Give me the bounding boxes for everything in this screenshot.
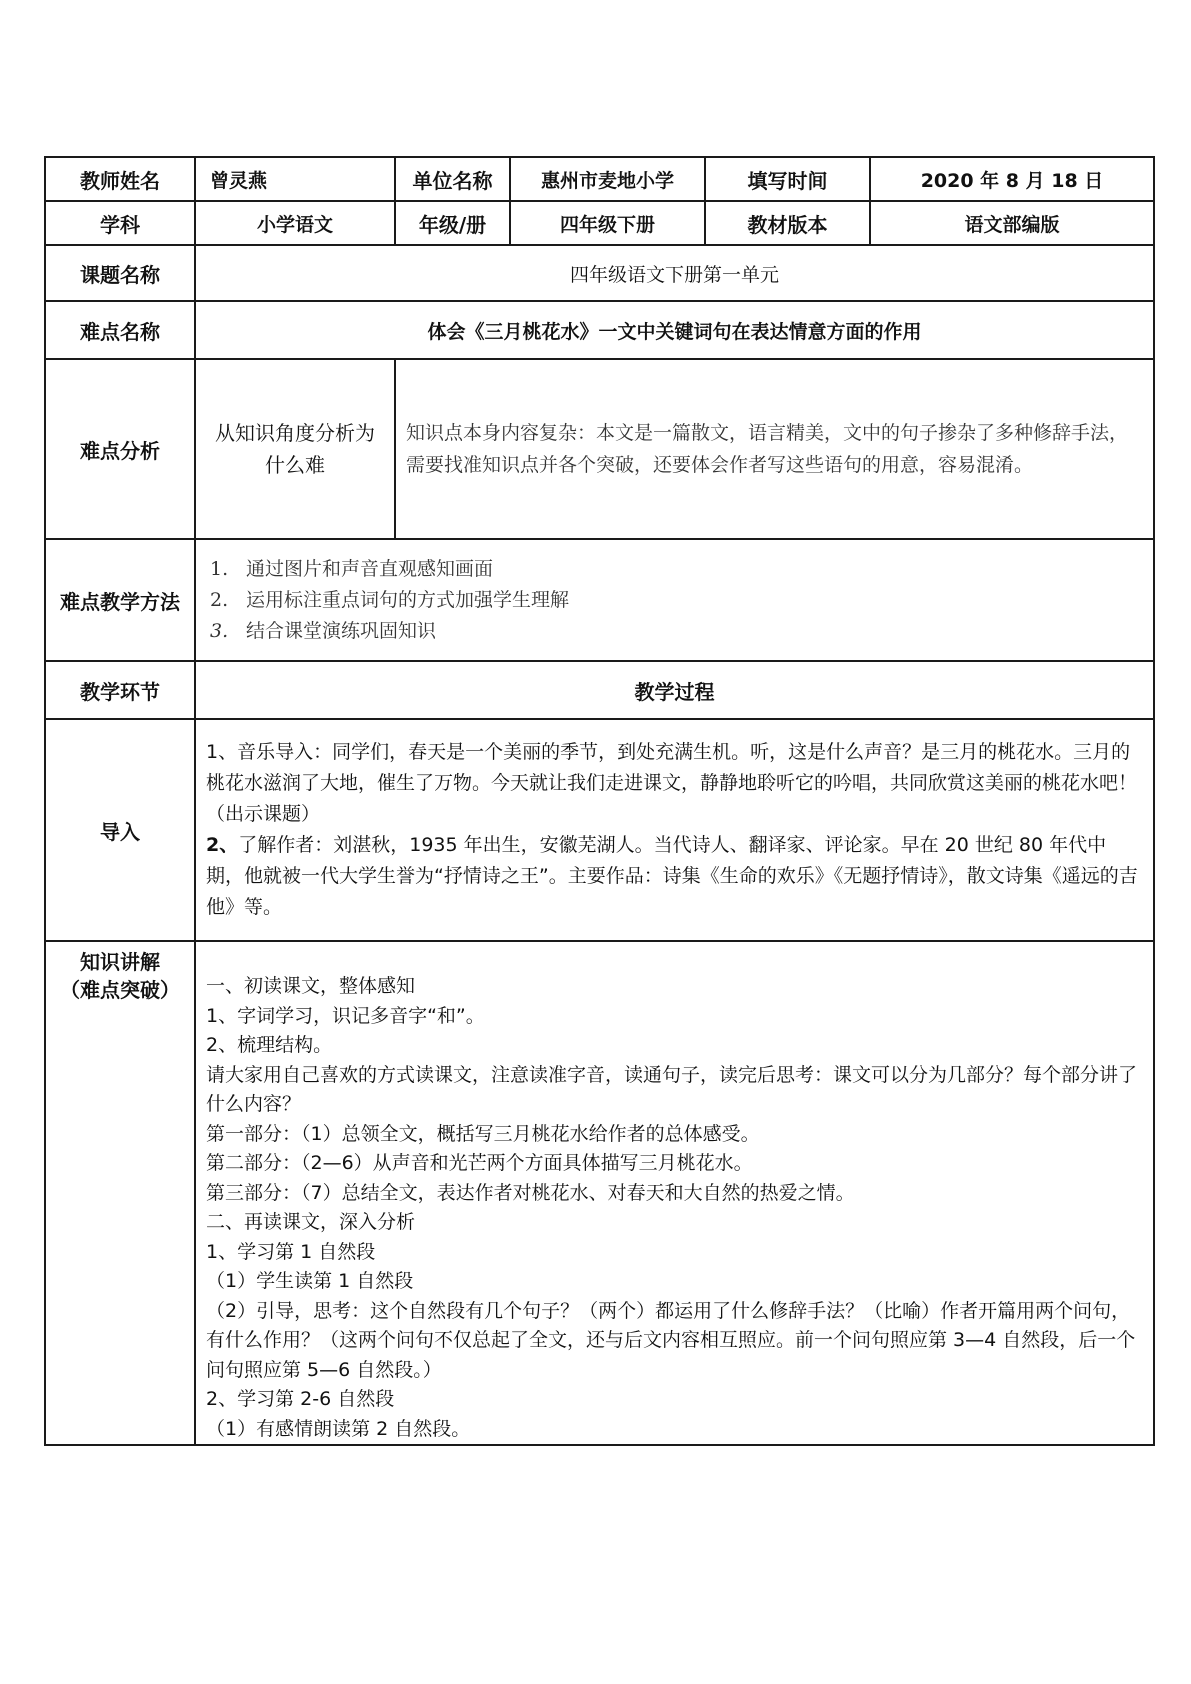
analysis-label: 难点分析 — [45, 359, 195, 539]
method-label: 难点教学方法 — [45, 539, 195, 661]
knowledge-label — [45, 941, 195, 1445]
analysis-sub-label: 从知识角度分析为什么难 — [196, 360, 396, 538]
knowledge-line: 一、初读课文，整体感知 — [206, 975, 416, 997]
method-row — [45, 539, 1154, 661]
knowledge-line: （1）学生读第 1 自然段 — [206, 1270, 414, 1292]
knowledge-label-line-2: （难点突破） — [60, 978, 180, 1002]
edition-value: 语文部编版 — [870, 201, 1154, 245]
difficulty-label: 难点名称 — [45, 301, 195, 359]
knowledge-line: 二、再读课文，深入分析 — [206, 1211, 416, 1233]
knowledge-content — [195, 941, 1154, 1445]
intro-label: 导入 — [45, 719, 195, 941]
knowledge-line: 1、字词学习，识记多音字“和”。 — [206, 1004, 485, 1027]
knowledge-row — [45, 941, 1154, 1445]
lesson-plan-sheet — [44, 156, 1153, 1446]
analysis-text: 知识点本身内容复杂：本文是一篇散文，语言精美，文中的句子掺杂了多种修辞手法，需要找准知识点并各个突破，还要体会作者写这些语句的用意，容易混淆。 — [406, 422, 1129, 476]
teacher-name: 曾灵燕 — [195, 157, 395, 201]
method-item: 2. 运用标注重点词句的方式加强学生理解 — [210, 588, 570, 611]
intro-row — [45, 719, 1154, 941]
knowledge-line: 第三部分：（7）总结全文，表达作者对桃花水、对春天和大自然的热爱之情。 — [206, 1181, 855, 1204]
fill-date: 2020 年 8 月 18 日 — [870, 157, 1154, 201]
date-label: 填写时间 — [705, 157, 870, 201]
analysis-cell — [195, 359, 1154, 539]
knowledge-line: 2、梳理结构。 — [206, 1034, 333, 1056]
unit-label: 单位名称 — [395, 157, 510, 201]
intro-paragraph-2: 2、了解作者：刘湛秋，1935 年出生，安徽芜湖人。当代诗人、翻译家、评论家。早在 20 世纪 80 年代中期，他就被一代大学生誉为“抒情诗之王”。主要作品：诗集《生命的欢乐》《无题抒情诗》，散文诗集《遥远的吉他》等。 — [206, 834, 1138, 918]
topic-row — [45, 245, 1154, 301]
grade-value: 四年级下册 — [510, 201, 705, 245]
process-section-label: 教学环节 — [45, 661, 195, 719]
topic-value: 四年级语文下册第一单元 — [195, 245, 1154, 301]
knowledge-line: 1、学习第 1 自然段 — [206, 1240, 376, 1263]
method-item: 1. 通过图片和声音直观感知画面 — [210, 557, 494, 580]
lesson-plan-table — [44, 156, 1155, 1446]
knowledge-line: （2）引导，思考：这个自然段有几个句子？（两个）都运用了什么修辞手法？（比喻）作者开篇用两个问句，有什么作用？（这两个问句不仅总起了全文，还与后文内容相互照应。前一个问句照应第 3—4 自然段，后一个问句照应第 5—6 自然段。） — [206, 1299, 1136, 1381]
info-row-1 — [45, 157, 1154, 201]
intro-content — [195, 719, 1154, 941]
knowledge-label-line-1: 知识讲解 — [80, 950, 160, 974]
knowledge-line: 请大家用自己喜欢的方式读课文，注意读准字音，读通句子，读完后思考：课文可以分为几部分？每个部分讲了什么内容？ — [206, 1063, 1138, 1115]
difficulty-row — [45, 301, 1154, 359]
process-header: 教学过程 — [195, 661, 1154, 719]
teacher-label: 教师姓名 — [45, 157, 195, 201]
knowledge-line: 第一部分：（1）总领全文，概括写三月桃花水给作者的总体感受。 — [206, 1122, 760, 1145]
method-item: 3. 结合课堂演练巩固知识 — [210, 619, 437, 642]
unit-name: 惠州市麦地小学 — [510, 157, 705, 201]
method-list — [206, 554, 1139, 647]
knowledge-line: （1）有感情朗读第 2 自然段。 — [206, 1417, 471, 1440]
topic-label: 课题名称 — [45, 245, 195, 301]
process-header-row — [45, 661, 1154, 719]
subject-label: 学科 — [45, 201, 195, 245]
knowledge-line: 第二部分：（2—6）从声音和光芒两个方面具体描写三月桃花水。 — [206, 1152, 753, 1174]
analysis-row — [45, 359, 1154, 539]
info-row-2 — [45, 201, 1154, 245]
subject-value: 小学语文 — [195, 201, 395, 245]
grade-label: 年级/册 — [395, 201, 510, 245]
difficulty-value: 体会《三月桃花水》一文中关键词句在表达情意方面的作用 — [195, 301, 1154, 359]
edition-label: 教材版本 — [705, 201, 870, 245]
method-list-cell — [195, 539, 1154, 661]
intro-paragraph-1: 1、音乐导入：同学们，春天是一个美丽的季节，到处充满生机。听，这是什么声音？是三月的桃花水。三月的桃花水滋润了大地，催生了万物。今天就让我们走进课文，静静地聆听它的吟唱，共同欣赏这美丽的桃花水吧！（出示课题） — [206, 741, 1138, 825]
knowledge-line: 2、学习第 2-6 自然段 — [206, 1388, 395, 1410]
